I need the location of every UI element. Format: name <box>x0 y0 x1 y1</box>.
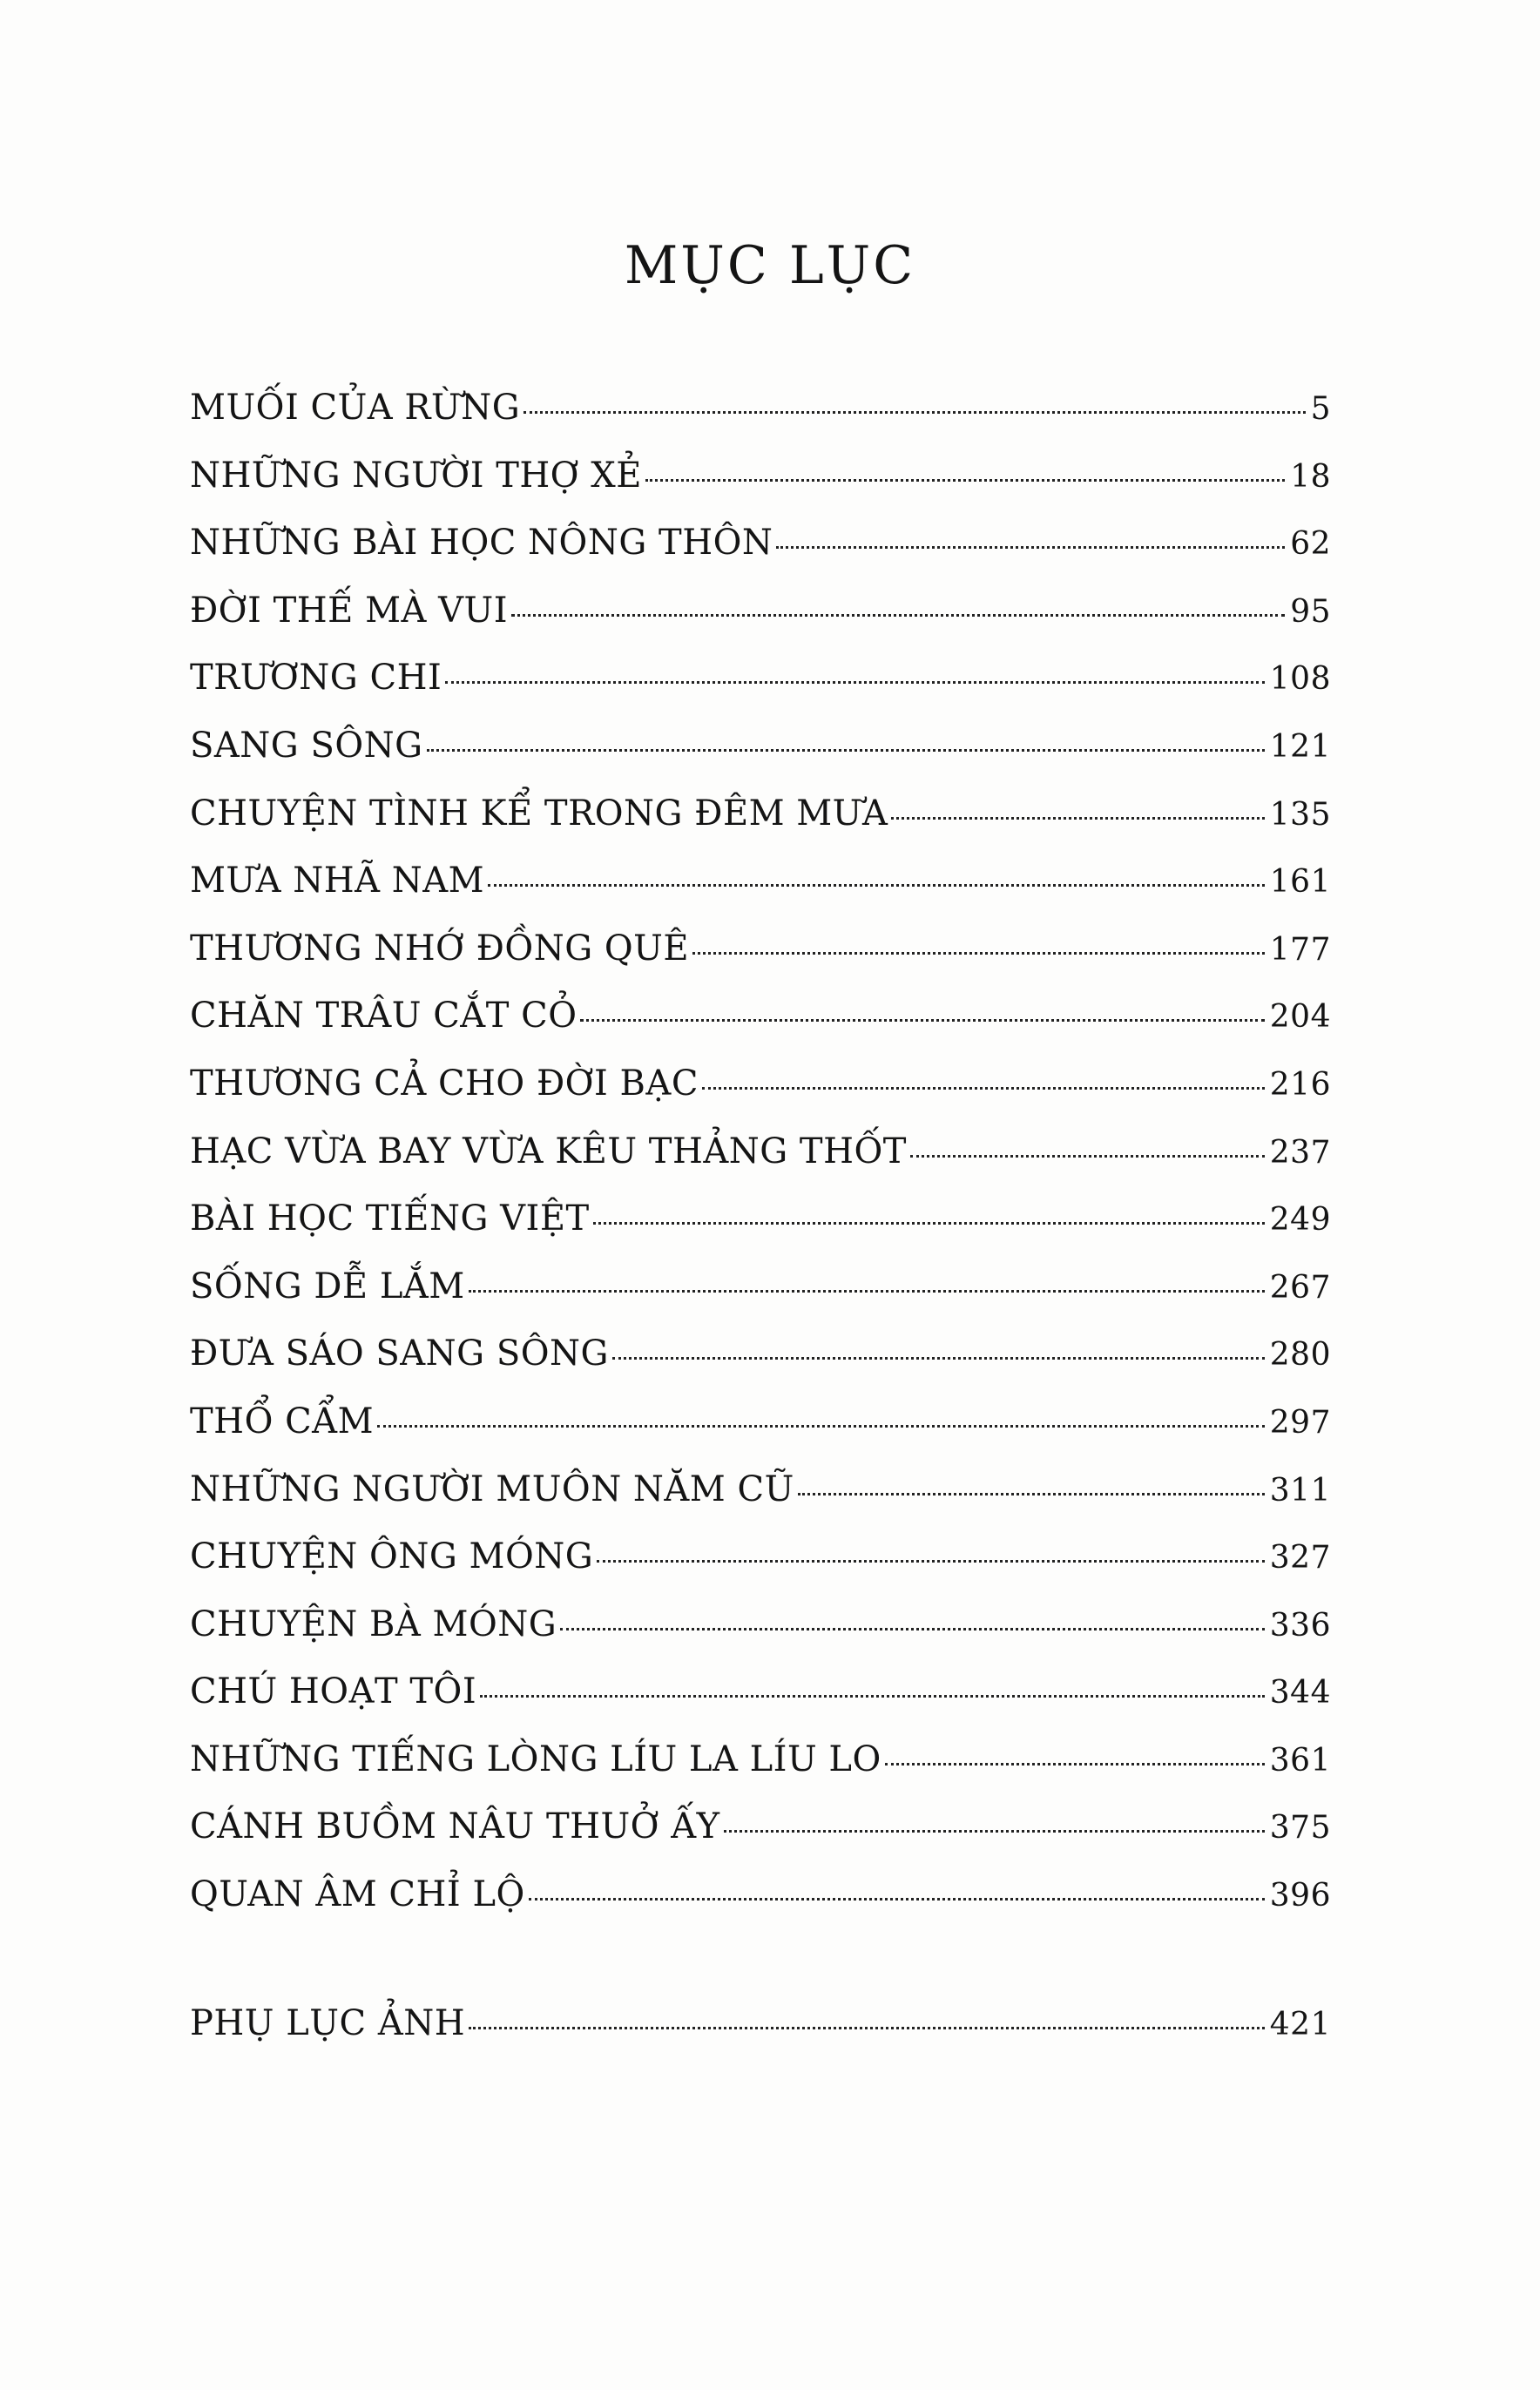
toc-entry <box>190 1806 1331 1874</box>
toc-entry-page: 161 <box>1269 864 1331 901</box>
toc-entry-title: QUAN ÂM CHỈ LỘ <box>190 1874 525 1915</box>
toc-entry-title: CHUYỆN BÀ MÓNG <box>190 1603 557 1644</box>
toc-entry-title: TRƯƠNG CHI <box>190 658 442 699</box>
toc-entry-page: 95 <box>1290 593 1331 630</box>
toc-entry-title: SỐNG DỄ LẮM <box>190 1266 465 1306</box>
toc-entry <box>190 1266 1331 1334</box>
toc-entry <box>190 1536 1331 1604</box>
toc-entry <box>190 388 1331 456</box>
table-of-contents <box>190 388 1331 2070</box>
toc-entry-page: 62 <box>1290 526 1331 563</box>
toc-entry <box>190 928 1331 996</box>
toc-entry-page: 361 <box>1269 1742 1331 1779</box>
toc-entry-page: 267 <box>1269 1269 1331 1306</box>
toc-entry-page: 108 <box>1269 661 1331 698</box>
toc-leader-dots <box>427 749 1265 752</box>
toc-entry-title: PHỤ LỤC ẢNH <box>190 2002 466 2043</box>
toc-leader-dots <box>488 884 1265 887</box>
toc-entry-page: 336 <box>1269 1607 1331 1644</box>
toc-entry-title: ĐỜI THẾ MÀ VUI <box>190 590 509 631</box>
toc-entry <box>190 1874 1331 1942</box>
toc-leader-dots <box>645 479 1285 482</box>
toc-entry-page: 177 <box>1269 931 1331 968</box>
toc-entry <box>190 1333 1331 1401</box>
toc-leader-dots <box>523 411 1305 414</box>
toc-leader-dots <box>593 1222 1265 1225</box>
toc-entry <box>190 658 1331 726</box>
toc-entry-title: MƯA NHÃ NAM <box>190 861 485 901</box>
toc-leader-dots <box>511 614 1285 617</box>
toc-entry <box>190 1063 1331 1131</box>
toc-leader-dots <box>480 1695 1265 1698</box>
toc-entry-title: CHUYỆN ÔNG MÓNG <box>190 1536 594 1577</box>
toc-leader-dots <box>580 1019 1264 1022</box>
toc-entry <box>190 523 1331 591</box>
toc-entry-title: BÀI HỌC TIẾNG VIỆT <box>190 1198 590 1239</box>
toc-entry-title: THƯƠNG NHỚ ĐỒNG QUÊ <box>190 928 690 969</box>
toc-entry <box>190 861 1331 928</box>
toc-leader-dots <box>776 546 1285 549</box>
toc-entry <box>190 1739 1331 1807</box>
toc-entry-page: 375 <box>1269 1810 1331 1847</box>
toc-entry-title: SANG SÔNG <box>190 725 423 766</box>
page-title: MỤC LỤC <box>624 235 916 296</box>
toc-entry <box>190 726 1331 793</box>
toc-leader-dots <box>885 1763 1265 1765</box>
toc-entry-title: CHUYỆN TÌNH KỂ TRONG ĐÊM MƯA <box>190 793 888 834</box>
toc-entry-page: 280 <box>1269 1337 1331 1374</box>
toc-entry-page: 216 <box>1269 1066 1331 1103</box>
toc-entry-title: THỔ CẨM <box>190 1401 375 1441</box>
toc-entry <box>190 1604 1331 1672</box>
toc-entry-title: CHĂN TRÂU CẮT CỎ <box>190 996 578 1036</box>
toc-entry <box>190 591 1331 658</box>
toc-entry <box>190 1401 1331 1469</box>
toc-entry-page: 204 <box>1269 999 1331 1036</box>
toc-leader-dots <box>469 2027 1265 2029</box>
toc-entry-page: 135 <box>1269 796 1331 833</box>
toc-entry <box>190 456 1331 523</box>
toc-leader-dots <box>702 1087 1265 1090</box>
toc-leader-dots <box>560 1628 1265 1630</box>
toc-entry-page: 5 <box>1310 391 1331 427</box>
toc-entry-title: MUỐI CỦA RỪNG <box>190 388 521 428</box>
toc-entry-page: 344 <box>1269 1675 1331 1711</box>
toc-entry-title: NHỮNG NGƯỜI THỢ XẺ <box>190 455 642 496</box>
toc-leader-dots <box>377 1425 1265 1428</box>
toc-entry-page: 297 <box>1269 1404 1331 1441</box>
toc-entry-appendix <box>190 2003 1331 2071</box>
toc-entry-page: 249 <box>1269 1202 1331 1239</box>
toc-leader-dots <box>798 1493 1265 1495</box>
toc-leader-dots <box>692 952 1265 955</box>
toc-entry-page: 421 <box>1269 2006 1331 2042</box>
toc-leader-dots <box>612 1357 1265 1360</box>
toc-entry-page: 327 <box>1269 1540 1331 1576</box>
toc-entry <box>190 1131 1331 1199</box>
toc-entry-page: 311 <box>1269 1472 1331 1509</box>
toc-entry-title: THƯƠNG CẢ CHO ĐỜI BẠC <box>190 1063 699 1104</box>
toc-entry-title: NHỮNG TIẾNG LÒNG LÍU LA LÍU LO <box>190 1738 881 1779</box>
toc-entry-title: CHÚ HOẠT TÔI <box>190 1671 477 1712</box>
toc-leader-dots <box>445 681 1265 684</box>
toc-entry-title: CÁNH BUỒM NÂU THUỞ ẤY <box>190 1806 720 1847</box>
toc-leader-dots <box>529 1898 1265 1901</box>
toc-entry <box>190 1198 1331 1266</box>
toc-leader-dots <box>724 1830 1265 1833</box>
toc-entry-title: NHỮNG NGƯỜI MUÔN NĂM CŨ <box>190 1468 794 1509</box>
toc-entry <box>190 1671 1331 1739</box>
toc-leader-dots <box>910 1155 1265 1158</box>
toc-entry <box>190 996 1331 1063</box>
toc-entry-page: 18 <box>1290 458 1331 495</box>
toc-entry-page: 121 <box>1269 728 1331 765</box>
toc-leader-dots <box>891 817 1264 820</box>
toc-entry-title: ĐƯA SÁO SANG SÔNG <box>190 1333 609 1374</box>
toc-entry <box>190 1469 1331 1537</box>
toc-leader-dots <box>469 1290 1265 1293</box>
toc-entry-title: NHỮNG BÀI HỌC NÔNG THÔN <box>190 523 773 564</box>
toc-entry-title: HẠC VỪA BAY VỪA KÊU THẢNG THỐT <box>190 1131 907 1171</box>
toc-leader-dots <box>597 1560 1265 1563</box>
toc-entry-page: 396 <box>1269 1878 1331 1914</box>
toc-entry-page: 237 <box>1269 1134 1331 1171</box>
toc-entry <box>190 793 1331 861</box>
